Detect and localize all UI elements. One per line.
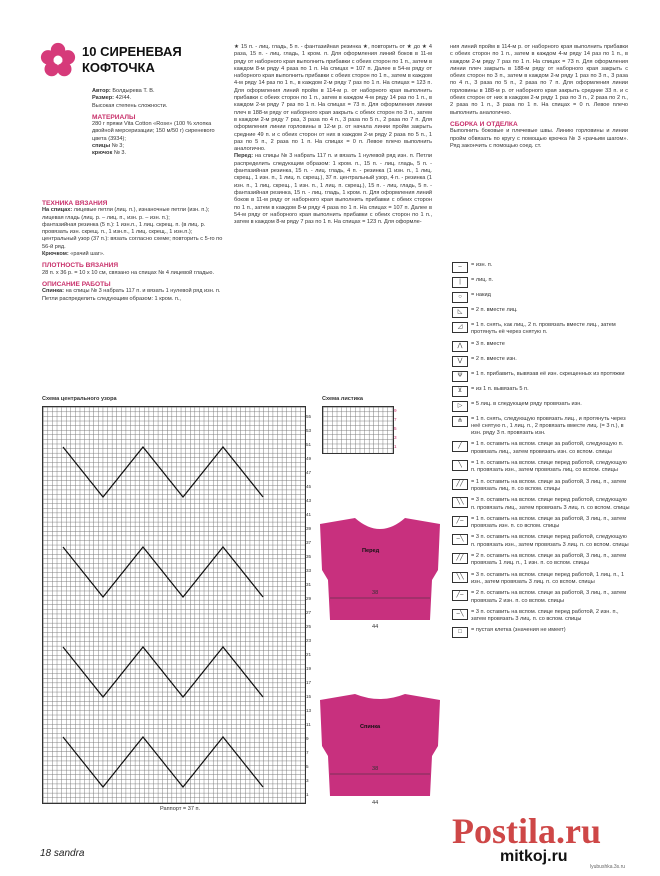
row-number: 29 — [306, 596, 312, 601]
row-number: 7 — [306, 750, 309, 755]
row-number: 39 — [306, 526, 312, 531]
front-label: Перед: — [234, 153, 254, 160]
page-number: 18 sandra — [40, 848, 85, 859]
row-number: 23 — [306, 638, 312, 643]
legend-item — [452, 292, 632, 303]
row-number: 33 — [306, 568, 312, 573]
technique-p1: лицевые петли (лиц. п.), изнаночные петли (изн. п.); лицевая гладь (лиц. р. – лиц. п., изн. р. – изн. п.); — [42, 207, 210, 221]
legend-symbol-icon: ▷ — [452, 401, 468, 412]
legend-text: = 1 п. оставить на вспом. спице перед работой, следующую п. провязать изн., затем провязать лиц. со вспом. спицы — [471, 460, 627, 474]
legend-item — [452, 416, 632, 438]
legend-text: = 1 п. снять, как лиц., 2 п. провязать вместе лиц., затем протянуть её через снятую п. — [471, 322, 616, 336]
row-number: 53 — [306, 428, 312, 433]
hook: № 3. — [113, 150, 127, 157]
technique-p2: фантазийная резинка (5 п.): 1 изн.п., 1 лиц. скрещ. п. (в лиц. р. провязать изн. скрещ. п., 1 изн.п., 1 лиц. скрещ., 1 изн.п.); — [42, 221, 206, 236]
legend-symbol-icon: ⋔ — [452, 416, 468, 427]
work-p1: на спицы № 3 набрать 117 п. и вязать 1 нулевой ряд изн. п. — [65, 288, 221, 295]
technique-block — [42, 196, 228, 303]
legend-item — [452, 590, 632, 605]
row-number: 31 — [306, 582, 312, 587]
assembly-heading: СБОРКА И ОТДЕЛКА — [450, 120, 518, 128]
row-number: 47 — [306, 470, 312, 475]
legend-symbol-icon: ╲╲ — [452, 572, 468, 583]
article-title — [82, 44, 182, 76]
author: Болдырева Т. В. — [112, 88, 155, 94]
legend-symbol-icon: ╲╲ — [452, 497, 468, 508]
row-number: 55 — [306, 414, 312, 419]
legend-item — [452, 627, 632, 638]
difficulty: Высокая степень сложности. — [92, 102, 168, 109]
legend-symbol-icon: ○ — [452, 292, 468, 303]
legend-text: = 1 п. оставить на вспом. спице за работой, следующую п. провязать лиц., затем провязать изн. со вспом. спицы — [471, 441, 624, 455]
density-heading: ПЛОТНОСТЬ ВЯЗАНИЯ — [42, 262, 119, 270]
back-mid-width: 38 — [372, 766, 379, 772]
back-pattern-diagram — [310, 686, 450, 806]
meta-block — [92, 88, 228, 158]
legend-text: = 3 п. оставить на вспом. спице перед работой, следующую п. провязать лиц., затем провязать 3 лиц. п. со вспом. спицы — [471, 497, 630, 511]
work-heading: ОПИСАНИЕ РАБОТЫ — [42, 280, 111, 288]
front-mid-width: 38 — [372, 590, 379, 596]
front-pattern-diagram — [310, 510, 450, 630]
legend-item — [452, 497, 632, 512]
needles-label: спицы — [92, 143, 111, 150]
front-piece-label: Перед — [362, 548, 380, 554]
legend-symbol-icon: ╱– — [452, 516, 468, 527]
front-bottom-width: 44 — [372, 624, 379, 630]
center-chart-title: Схема центрального узора — [42, 396, 117, 402]
legend-text: = 2 п. вместе лиц. — [471, 307, 518, 313]
back-piece-label: Спинка — [360, 724, 381, 730]
row-number: 41 — [306, 512, 312, 517]
col2-front: на спицы № 3 набрать 117 п. и вязать 1 нулевой ряд изн. п. Петли распределить следующим образом: 1 кром. п., 15 п. - лиц. гладь, 5 п. - фантазийная резинка, 15 п. - лиц. гладь, 4 п. - резинка (1 изн. п., 1 лиц. скрещ., 1 изн. п., 1 лиц. п. скрещ.), 37 п. центральный узор, 4 п. - резинка (1 изн. п., 1 лиц. скрещ., 1 изн. п., 1 лиц. п. скрещ.), 15 п. - лиц. гладь, 5 п. - фантазийная резинка, 15 п. - лиц. гладь, 1 кром. п. Для оформления линий боков в 11-м ряду от наборного края выполнить прибавки с обеих сторон по 1 п., затем в каждом 8-м ряду 4 раза по 1 п. На спицах = 107 п. Далее в 54-м ряду от наборного края выполнить прибавки с обеих сторон по 1 п., затем в каждом 8-м ряду 7 раз по 1 п. На спицах = 123 п. Для оформле- — [234, 153, 432, 226]
legend-item — [452, 479, 632, 494]
row-number: 51 — [306, 442, 312, 447]
row-number: 11 — [306, 722, 311, 727]
leaf-chart-title: Схема листика — [322, 396, 363, 402]
row-number: 35 — [306, 554, 312, 559]
legend-symbol-icon: ╲ — [452, 460, 468, 471]
legend — [452, 262, 632, 642]
size-label: Размер: — [92, 95, 115, 102]
row-number: 7 — [394, 417, 397, 422]
legend-symbol-icon: ╱ — [452, 441, 468, 452]
legend-item — [452, 307, 632, 318]
legend-symbol-icon: –╲ — [452, 609, 468, 620]
legend-text: = 5 лиц. в следующем ряду провязать изн. — [471, 400, 582, 407]
col2-text: ★ 15 п. - лиц. гладь, 5 п. - фантазийная резинка ★, повторить от ★ до ★ 4 раза, 15 п. - лиц. гладь, 1 кром. п. Для оформления линий боков в 11-м ряду от наборного края выполнить прибавки с обеих сторон по 1 п., затем в каждом 8-м ряду 4 раза по 1 п. На спицах = 107 п. Далее в 54-м ряду от наборного края выполнить прибавки с обеих сторон по 1 п., затем в каждом 4-м ряду 14 раз по 1 п., в каждом 2-м ряду 7 раз по 1 п. На спицах = 123 п. Для оформления линий пройм в 114-м р. от наборного края выполнить прибавки с обеих сторон по 1 п., затем в каждом 4-м ряду 14 раз по 1 п., в каждом 2-м ряду 7 раз по 1 п. На спицах = 73 п. Для оформления линии плеч в 188-м ряду от наборного края закрыть с обеих сторон по 3 п., затем в каждом 2-м ряду 7 раз, 3 раза по 4 п., 3 раза по 5 п., 2 раза по 7 п. Для оформления линии горловины в 12-м р. от начала линии пройм закрыть средние 49 п. и с обеих сторон от них в каждом 2-м ряду 2 раза по 5 п., 1 раз по 5 п., 2 раза по 1 п. На спицах = 0 п. Левое плечо выполнить аналогично. — [234, 44, 432, 153]
row-number: 43 — [306, 498, 312, 503]
row-number: 9 — [394, 408, 397, 413]
legend-item — [452, 441, 632, 456]
legend-item — [452, 322, 632, 337]
materials-heading: МАТЕРИАЛЫ — [92, 113, 136, 121]
row-number: 17 — [306, 680, 312, 685]
chart-motif — [43, 407, 305, 803]
legend-text: = 1 п. оставить на вспом. спице за работой, 3 лиц. п., затем провязать изн. п. со вспом. спицы — [471, 515, 627, 530]
title-line-1: СИРЕНЕВАЯ — [100, 44, 182, 59]
legend-item — [452, 356, 632, 367]
work-p2: Петли распределить следующим образом: 1 кром. п., — [42, 295, 181, 302]
flower-logo-icon — [40, 42, 76, 78]
row-number: 19 — [306, 666, 312, 671]
leaf-row-numbers — [394, 406, 397, 451]
materials-yarn: 280 г пряжи Vita Cotton «Rose» (100 % хлопка двойной мерсеризации; 150 м/50 г) сиреневого цвета (3934); — [92, 121, 215, 142]
legend-text: = 2 п. оставить на вспом. спице за работой, 3 лиц. п., затем провязать 1 лиц. п., 1 изн. п. со вспом. спицы — [471, 553, 627, 567]
watermark: Postila.ru — [452, 811, 601, 851]
legend-item — [452, 277, 632, 288]
legend-item — [452, 553, 632, 568]
legend-symbol-icon: Ψ — [452, 371, 468, 382]
legend-text: = из 1 п. вывязать 5 п. — [471, 385, 529, 392]
legend-symbol-icon: ╱╱ — [452, 553, 468, 564]
legend-text: = 3 п. оставить на вспом. спице перед работой, 2 изн. п., затем провязать 3 лиц. п. со вспом. спицы — [471, 608, 619, 623]
column-2 — [234, 44, 432, 226]
size: 42/44. — [115, 95, 132, 102]
back-label: Спинка: — [42, 288, 65, 295]
author-label: Автор: — [92, 88, 111, 94]
assembly-text: Выполнить боковые и плечевые швы. Линию горловины и линии пройм обвязать по кругу с помощью крючка № 3 «рачьим шагом». Ряд закончить с помощью соед. ст. — [450, 128, 628, 149]
hook-label: крючок — [92, 150, 113, 157]
row-number: 21 — [306, 652, 312, 657]
legend-symbol-icon: □ — [452, 627, 468, 638]
legend-text: = 1 п. прибавить, вывязав её изн. скрещенных из протяжки — [471, 370, 625, 377]
rapport-label: Раппорт = 37 п. — [160, 806, 201, 812]
row-number: 9 — [306, 736, 309, 741]
row-number: 5 — [306, 764, 309, 769]
technique-p4: «рачий шаг». — [70, 251, 105, 258]
row-number: 3 — [306, 778, 309, 783]
row-number: 3 — [394, 435, 397, 440]
density-text: 28 п. х 36 р. = 10 х 10 см, связано на спицах № 4 лицевой гладью. — [42, 269, 215, 276]
legend-item — [452, 386, 632, 397]
legend-text: = 2 п. вместе изн. — [471, 355, 517, 362]
row-number: 5 — [394, 426, 397, 431]
front-shape — [320, 518, 440, 620]
credit: lyubushka.3s.ru — [590, 864, 626, 870]
legend-symbol-icon: ╱– — [452, 590, 468, 601]
row-number: 1 — [394, 444, 397, 449]
legend-symbol-icon: –╲ — [452, 534, 468, 545]
article-number: 10 — [82, 44, 97, 59]
legend-symbol-icon: ◿ — [452, 322, 468, 333]
back-bottom-width: 44 — [372, 800, 379, 806]
legend-text: = 2 п. оставить на вспом. спице за работой, 3 лиц. п., затем провязать 2 изн. п. со вспом. спицы — [471, 590, 627, 604]
leaf-pattern-chart — [322, 406, 394, 454]
legend-item — [452, 341, 632, 352]
col3-text: ния линий пройм в 114-м р. от наборного края выполнить прибавки с обеих сторон по 1 п., затем в каждом 4-м ряду 14 раз по 1 п., в каждом 2-м ряду 7 раз по 1 п. На спицах = 73 п. Для оформления линии плеч закрыть в 188-м ряду от наборного края закрыть с обеих сторон по 3 п., затем в каждом 2-м ряду 1 раз по 3 п., 3 раза по 4 п., 3 раза по 5 п., 2 раза по 7 п. Для оформления линии горловины в 188-м р. от наборного края закрыть средние 33 п. и с обеих сторон от них в каждом 2-м ряду 1 раз по 3 п., 2 раза по 2 п., 2 раза по 1 п., 3 раза по 1 п. На спицах = 0 п. Левое плечо выполнить аналогично. — [450, 44, 628, 116]
legend-symbol-icon: ╱╱ — [452, 479, 468, 490]
crochet-label: Крючком: — [42, 251, 69, 258]
legend-symbol-icon: – — [452, 262, 468, 273]
legend-symbol-icon: ⊻ — [452, 386, 468, 397]
row-number: 25 — [306, 624, 312, 629]
legend-item — [452, 572, 632, 587]
legend-text: = 1 п. снять, следующую провязать лиц., и протянуть через неё снятую п., 1 лиц. п., 2 провязать вместе лиц. (= 3 п.), в изн. ряду 3 п. провязать изн. — [471, 415, 626, 437]
legend-text: = 3 п. оставить на вспом. спице перед работой, 1 лиц. п., 1 изн., затем провязать 3 лиц. п. со вспом. спицы — [471, 571, 625, 585]
legend-text: = изн. п. — [471, 262, 493, 268]
legend-symbol-icon: ⋁ — [452, 356, 468, 367]
legend-item — [452, 609, 632, 624]
legend-item — [452, 516, 632, 531]
legend-text: = 3 п. оставить на вспом. спице перед работой, следующую п. провязать изн., затем провязать 3 лиц. п. со вспом. спицы — [471, 534, 629, 548]
legend-text: = лиц. п. — [471, 277, 494, 283]
legend-symbol-icon: ◺ — [452, 307, 468, 318]
row-number: 27 — [306, 610, 312, 615]
technique-heading: ТЕХНИКА ВЯЗАНИЯ — [42, 200, 108, 207]
row-number: 1 — [306, 792, 309, 797]
technique-p3: центральный узор (37 п.): вязать согласно схеме; повторить с 5-го по 56-й ряд. — [42, 236, 223, 250]
needles: № 3; — [111, 143, 124, 150]
row-number: 13 — [306, 708, 312, 713]
watermark-2: mitkoj.ru — [500, 848, 568, 865]
legend-item — [452, 262, 632, 273]
row-number: 49 — [306, 456, 312, 461]
legend-text: = пустая клетка (значения не имеет) — [471, 627, 566, 634]
legend-symbol-icon: ⋀ — [452, 341, 468, 352]
legend-text: = 3 п. вместе — [471, 340, 505, 347]
technique-label: На спицах: — [42, 207, 73, 214]
back-shape — [320, 694, 440, 796]
row-number: 45 — [306, 484, 312, 489]
legend-item — [452, 534, 632, 549]
legend-item — [452, 401, 632, 412]
legend-item — [452, 371, 632, 382]
title-line-2: КОФТОЧКА — [82, 60, 155, 75]
legend-symbol-icon: | — [452, 277, 468, 288]
legend-item — [452, 460, 632, 475]
legend-text: = накид — [471, 292, 491, 298]
column-3 — [450, 44, 628, 150]
row-number: 37 — [306, 540, 312, 545]
legend-text: = 1 п. оставить на вспом. спице за работой, 3 лиц. п., затем провязать лиц. п. со вспом. спицы — [471, 478, 627, 492]
row-number: 15 — [306, 694, 312, 699]
center-pattern-chart — [42, 406, 306, 804]
